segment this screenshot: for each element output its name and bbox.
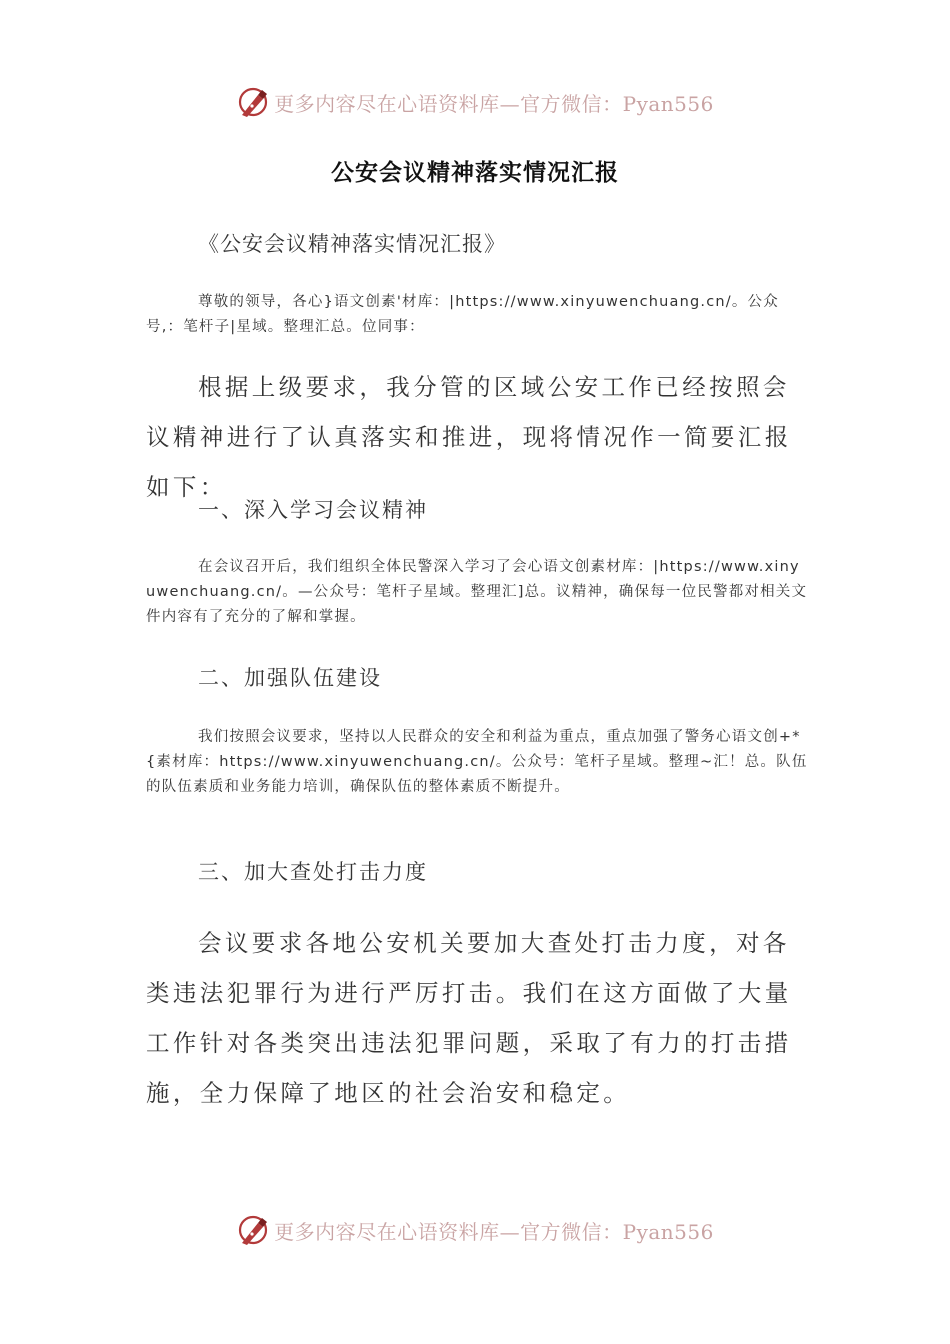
document-subtitle: 《公安会议精神落实情况汇报》 bbox=[198, 232, 506, 256]
section-heading-1: 一、深入学习会议精神 bbox=[198, 498, 428, 522]
document-title: 公安会议精神落实情况汇报 bbox=[331, 160, 619, 186]
pen-nib-circle-icon bbox=[236, 1213, 270, 1247]
watermark-banner-top bbox=[0, 82, 950, 122]
section-body-2: 我们按照会议要求，坚持以人民群众的安全和利益为重点，重点加强了警务心语文创+*{素材库：https://www.xinyuwenchuang.cn/。公众号：笔杆子星域。整理~汇！总。队伍的队伍素质和业务能力培训，确保队伍的整体素质不断提升。 bbox=[146, 729, 808, 795]
greeting-paragraph: 尊敬的领导，各心}语文创素'材库：|https://www.xinyuwenchuang.cn/。公众号,：笔杆子|星域。整理汇总。位同事： bbox=[146, 294, 779, 335]
watermark-text: 更多内容尽在心语资料库—官方微信：Pyan556 bbox=[274, 91, 714, 116]
watermark-text: 更多内容尽在心语资料库—官方微信：Pyan556 bbox=[274, 1219, 714, 1244]
lead-paragraph: 根据上级要求，我分管的区域公安工作已经按照会议精神进行了认真落实和推进，现将情况作一简要汇报如下： bbox=[146, 373, 792, 501]
section-heading-3: 三、加大查处打击力度 bbox=[198, 860, 428, 884]
section-body-1: 在会议召开后，我们组织全体民警深入学习了会心语文创素材库：|https://www.xinyuwenchuang.cn/。—公众号：笔杆子星域。整理汇]总。议精神，确保每一位民警都对相关文件内容有了充分的了解和掌握。 bbox=[146, 559, 808, 625]
watermark-banner-bottom bbox=[0, 1210, 950, 1250]
pen-nib-circle-icon bbox=[236, 85, 270, 119]
section-body-3: 会议要求各地公安机关要加大查处打击力度，对各类违法犯罪行为进行严厉打击。我们在这方面做了大量工作针对各类突出违法犯罪问题，采取了有力的打击措施，全力保障了地区的社会治安和稳定。 bbox=[146, 929, 792, 1107]
section-heading-2: 二、加强队伍建设 bbox=[198, 666, 382, 690]
